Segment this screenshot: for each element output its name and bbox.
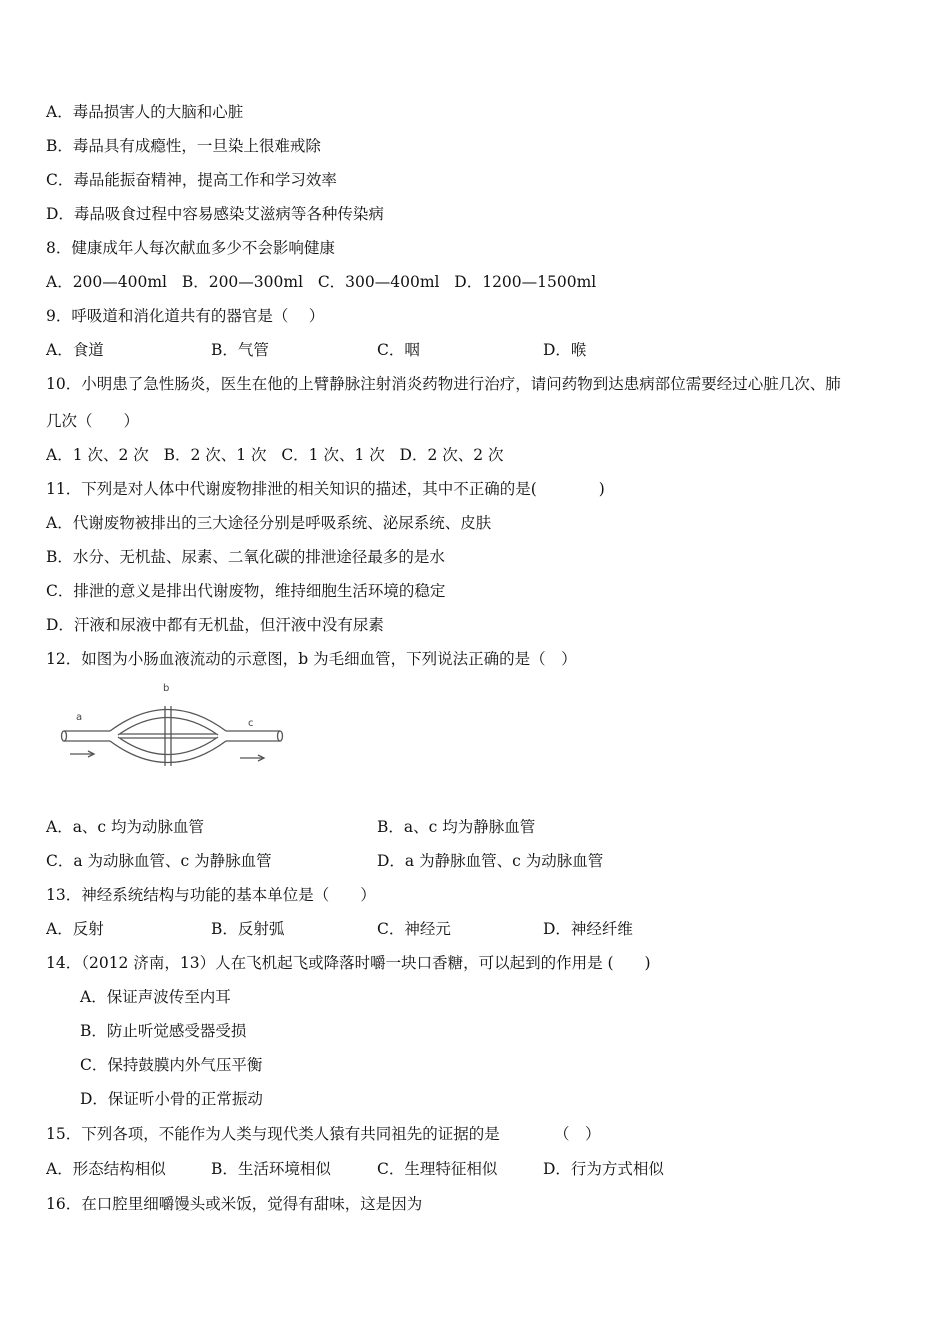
q10-option-d: D．2 次、2 次 — [399, 446, 504, 464]
q10-option-b: B．2 次、1 次 — [163, 446, 267, 464]
label-c: c — [248, 718, 254, 729]
q8-option-d: D．1200—1500ml — [454, 273, 597, 291]
q9-option-c: C．咽 — [377, 341, 420, 359]
q15-option-a: A．形态结构相似 — [46, 1160, 166, 1178]
q13-stem: 13．神经系统结构与功能的基本单位是（ ） — [46, 886, 376, 904]
q13-option-c: C．神经元 — [377, 920, 451, 938]
q8-option-a: A．200—400ml — [46, 273, 168, 291]
capillary-outer-top — [110, 710, 226, 732]
vessel-c-end — [278, 731, 283, 741]
q13-option-a: A．反射 — [46, 920, 104, 938]
capillary-inner-bottom — [118, 737, 218, 755]
q11-option-c: C．排泄的意义是排出代谢废物，维持细胞生活环境的稳定 — [46, 582, 446, 600]
q10-option-c: C．1 次、1 次 — [281, 446, 385, 464]
q15-option-c: C．生理特征相似 — [377, 1160, 498, 1178]
q14-option-c: C．保持鼓膜内外气压平衡 — [80, 1056, 263, 1074]
label-b: b — [163, 683, 170, 694]
q11-option-b: B．水分、无机盐、尿素、二氧化碳的排泄途径最多的是水 — [46, 548, 445, 566]
q7-option-b: B．毒品具有成瘾性，一旦染上很难戒除 — [46, 137, 321, 155]
q12-option-d: D．a 为静脉血管、c 为动脉血管 — [377, 852, 604, 870]
q15-option-d: D．行为方式相似 — [543, 1160, 664, 1178]
capillary-inner-top — [118, 718, 218, 736]
q10-stem-line2: 几次（ ） — [46, 412, 140, 430]
q13-option-d: D．神经纤维 — [543, 920, 633, 938]
q15-option-b: B．生活环境相似 — [211, 1160, 331, 1178]
q14-option-d: D．保证听小骨的正常振动 — [80, 1090, 263, 1108]
q15-stem: 15．下列各项，不能作为人类与现代类人猿有共同祖先的证据的是 （ ） — [46, 1125, 601, 1143]
q8-options — [46, 272, 596, 292]
vessel-a-end — [62, 731, 67, 741]
q11-stem: 11．下列是对人体中代谢废物排泄的相关知识的描述，其中不正确的是( ) — [46, 480, 605, 498]
q14-option-b: B．防止听觉感受器受损 — [80, 1022, 247, 1040]
q8-option-b: B．200—300ml — [181, 273, 304, 291]
q8-stem: 8．健康成年人每次献血多少不会影响健康 — [46, 239, 335, 257]
q12-stem: 12．如图为小肠血液流动的示意图，b 为毛细血管，下列说法正确的是（ ） — [46, 650, 577, 668]
q7-option-a: A．毒品损害人的大脑和心脏 — [46, 103, 244, 121]
q11-option-a: A．代谢废物被排出的三大途径分别是呼吸系统、泌尿系统、皮肤 — [46, 514, 492, 532]
q11-option-d: D．汗液和尿液中都有无机盐，但汗液中没有尿素 — [46, 616, 384, 634]
q13-option-b: B．反射弧 — [211, 920, 285, 938]
q9-option-a: A．食道 — [46, 341, 104, 359]
q10-stem-line1: 10．小明患了急性肠炎，医生在他的上臂静脉注射消炎药物进行治疗，请问药物到达患病部位需要经过心脏几次、肺 — [46, 375, 841, 393]
q16-stem: 16．在口腔里细嚼馒头或米饭，觉得有甜味，这是因为 — [46, 1195, 423, 1213]
capillary-outer-bottom — [110, 741, 226, 763]
q10-options — [46, 445, 504, 465]
q10-option-a: A．1 次、2 次 — [46, 446, 149, 464]
small-intestine-blood-flow-diagram — [58, 682, 288, 772]
q8-option-c: C．300—400ml — [317, 273, 440, 291]
q9-option-d: D．喉 — [543, 341, 587, 359]
q12-option-b: B．a、c 均为静脉血管 — [377, 818, 536, 836]
q9-stem: 9．呼吸道和消化道共有的器官是（ ） — [46, 307, 325, 325]
q12-option-c: C．a 为动脉血管、c 为静脉血管 — [46, 852, 272, 870]
q12-option-a: A．a、c 均为动脉血管 — [46, 818, 205, 836]
label-a: a — [76, 712, 83, 723]
q14-option-a: A．保证声波传至内耳 — [80, 988, 231, 1006]
q7-option-d: D．毒品吸食过程中容易感染艾滋病等各种传染病 — [46, 205, 384, 223]
q14-stem: 14．（2012 济南，13）人在飞机起飞或降落时嚼一块口香糖，可以起到的作用是 ( ) — [46, 954, 651, 972]
q7-option-c: C．毒品能振奋精神，提高工作和学习效率 — [46, 171, 337, 189]
q9-option-b: B．气管 — [211, 341, 269, 359]
